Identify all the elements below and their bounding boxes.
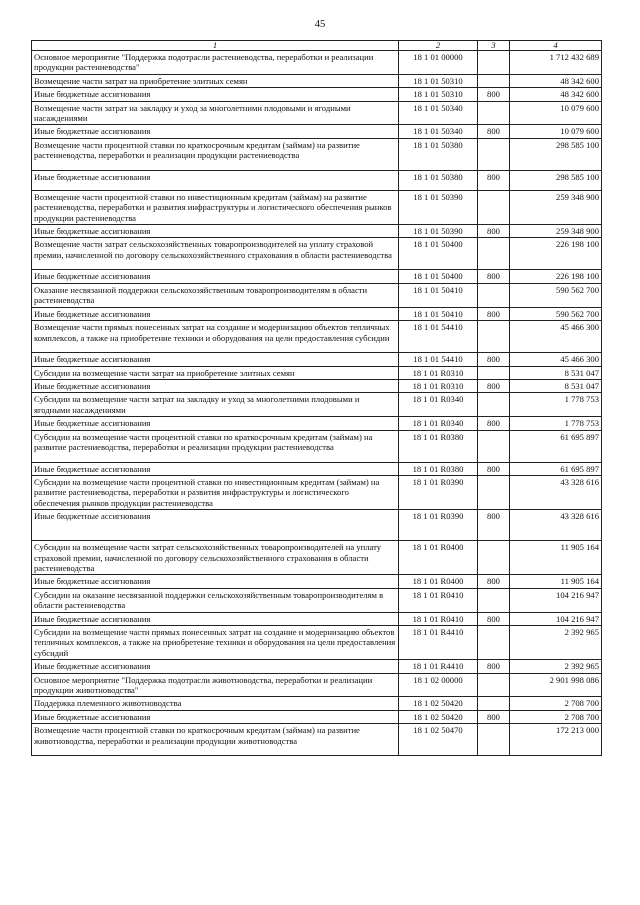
row-name-cell: Субсидии на возмещение части затрат сельскохозяйственных товаропроизводителей на уплату страховой премии, начисленной по договору сельскохозяйственного страхования в области растениеводства <box>32 541 399 575</box>
row-name-cell: Оказание несвязанной поддержки сельскохозяйственным товаропроизводителям в области растениеводства <box>32 283 399 307</box>
table-row <box>32 170 602 190</box>
row-name-cell: Иные бюджетные ассигнования <box>32 307 399 320</box>
table-row <box>32 541 602 575</box>
row-amount-cell: 2 392 965 <box>510 626 602 660</box>
table-row <box>32 125 602 138</box>
row-amount-cell: 61 695 897 <box>510 430 602 462</box>
table-row <box>32 417 602 430</box>
row-amount-cell: 8 531 047 <box>510 366 602 379</box>
row-type-cell: 800 <box>478 417 510 430</box>
row-amount-cell: 61 695 897 <box>510 462 602 475</box>
row-type-cell <box>478 283 510 307</box>
table-row <box>32 626 602 660</box>
table-row <box>32 612 602 625</box>
row-name-cell: Субсидии на возмещение части затрат на закладку и уход за многолетними плодовыми и ягодными насаждениями <box>32 393 399 417</box>
row-name-cell: Возмещение части процентной ставки по инвестиционным кредитам (займам) на развитие растениеводства, переработки и развития инфраструктуры и логистического обеспечения рынков продукции растениеводства <box>32 190 399 224</box>
row-name-cell: Субсидии на возмещение части затрат на приобретение элитных семян <box>32 366 399 379</box>
row-amount-cell: 2 708 700 <box>510 710 602 723</box>
row-code-cell: 18 1 01 50380 <box>399 170 478 190</box>
row-amount-cell: 1 778 753 <box>510 393 602 417</box>
row-amount-cell: 590 562 700 <box>510 307 602 320</box>
row-type-cell <box>478 430 510 462</box>
row-amount-cell: 48 342 600 <box>510 88 602 101</box>
row-name-cell: Субсидии на возмещение части прямых понесенных затрат на создание и модернизацию объектов тепличных комплексов, а также на приобретение техники и оборудования на цели предоставления субсидий <box>32 626 399 660</box>
row-amount-cell: 590 562 700 <box>510 283 602 307</box>
row-type-cell <box>478 190 510 224</box>
row-code-cell: 18 1 01 54410 <box>399 321 478 353</box>
row-type-cell: 800 <box>478 307 510 320</box>
row-name-cell: Возмещение части затрат на приобретение элитных семян <box>32 74 399 87</box>
row-code-cell: 18 1 01 50310 <box>399 74 478 87</box>
table-row <box>32 710 602 723</box>
row-amount-cell: 172 213 000 <box>510 724 602 756</box>
row-code-cell: 18 1 01 R0400 <box>399 541 478 575</box>
row-code-cell: 18 1 01 50400 <box>399 238 478 270</box>
row-code-cell: 18 1 01 R0400 <box>399 575 478 588</box>
table-row <box>32 724 602 756</box>
row-name-cell: Иные бюджетные ассигнования <box>32 225 399 238</box>
table-row <box>32 475 602 509</box>
row-type-cell: 800 <box>478 660 510 673</box>
row-name-cell: Иные бюджетные ассигнования <box>32 575 399 588</box>
row-code-cell: 18 1 01 R0390 <box>399 510 478 541</box>
row-amount-cell: 11 905 164 <box>510 575 602 588</box>
row-type-cell <box>478 724 510 756</box>
row-code-cell: 18 1 02 50420 <box>399 697 478 710</box>
row-amount-cell: 10 079 600 <box>510 101 602 125</box>
row-type-cell <box>478 697 510 710</box>
row-amount-cell: 226 198 100 <box>510 238 602 270</box>
row-amount-cell: 11 905 164 <box>510 541 602 575</box>
table-row <box>32 321 602 353</box>
row-code-cell: 18 1 02 00000 <box>399 673 478 697</box>
row-amount-cell: 298 585 100 <box>510 138 602 170</box>
row-amount-cell: 48 342 600 <box>510 74 602 87</box>
table-row <box>32 697 602 710</box>
row-type-cell: 800 <box>478 225 510 238</box>
table-row <box>32 138 602 170</box>
row-amount-cell: 259 348 900 <box>510 190 602 224</box>
table-row <box>32 379 602 392</box>
row-type-cell: 800 <box>478 575 510 588</box>
row-code-cell: 18 1 01 50310 <box>399 88 478 101</box>
row-type-cell <box>478 393 510 417</box>
row-amount-cell: 45 466 300 <box>510 321 602 353</box>
row-name-cell: Субсидии на оказание несвязанной поддержки сельскохозяйственным товаропроизводителям в области растениеводства <box>32 588 399 612</box>
row-type-cell: 800 <box>478 353 510 366</box>
row-amount-cell: 2 708 700 <box>510 697 602 710</box>
row-type-cell: 800 <box>478 710 510 723</box>
row-type-cell: 800 <box>478 125 510 138</box>
row-name-cell: Возмещение части прямых понесенных затрат на создание и модернизацию объектов тепличных комплексов, а также на приобретение техники и оборудования на цели предоставления субсидии <box>32 321 399 353</box>
table-row <box>32 462 602 475</box>
row-name-cell: Поддержка племенного животноводства <box>32 697 399 710</box>
row-type-cell: 800 <box>478 612 510 625</box>
row-type-cell <box>478 588 510 612</box>
row-name-cell: Иные бюджетные ассигнования <box>32 417 399 430</box>
row-name-cell: Возмещение части затрат сельскохозяйственных товаропроизводителей на уплату страховой премии, начисленной по договору сельскохозяйственного страхования в области растениеводства <box>32 238 399 270</box>
row-name-cell: Иные бюджетные ассигнования <box>32 612 399 625</box>
row-code-cell: 18 1 01 R0380 <box>399 430 478 462</box>
row-name-cell: Иные бюджетные ассигнования <box>32 660 399 673</box>
row-code-cell: 18 1 02 50470 <box>399 724 478 756</box>
row-amount-cell: 8 531 047 <box>510 379 602 392</box>
row-amount-cell: 45 466 300 <box>510 353 602 366</box>
row-type-cell <box>478 673 510 697</box>
row-type-cell: 800 <box>478 379 510 392</box>
row-code-cell: 18 1 01 R0380 <box>399 462 478 475</box>
table-row <box>32 393 602 417</box>
row-name-cell: Возмещение части процентной ставки по краткосрочным кредитам (займам) на развитие растениеводства, переработки и реализации продукции растениеводства <box>32 138 399 170</box>
row-type-cell <box>478 101 510 125</box>
row-code-cell: 18 1 02 50420 <box>399 710 478 723</box>
row-type-cell: 800 <box>478 462 510 475</box>
row-code-cell: 18 1 01 R0390 <box>399 475 478 509</box>
row-code-cell: 18 1 01 R0410 <box>399 612 478 625</box>
row-name-cell: Иные бюджетные ассигнования <box>32 125 399 138</box>
row-name-cell: Основное мероприятие "Поддержка подотрасли животноводства, переработки и реализации продукции животноводства" <box>32 673 399 697</box>
table-row <box>32 101 602 125</box>
row-amount-cell: 104 216 947 <box>510 612 602 625</box>
table-row <box>32 225 602 238</box>
row-amount-cell: 43 328 616 <box>510 510 602 541</box>
row-type-cell <box>478 321 510 353</box>
row-name-cell: Иные бюджетные ассигнования <box>32 710 399 723</box>
row-code-cell: 18 1 01 00000 <box>399 51 478 75</box>
row-code-cell: 18 1 01 50340 <box>399 101 478 125</box>
row-code-cell: 18 1 01 50390 <box>399 225 478 238</box>
row-name-cell: Возмещение части затрат на закладку и уход за многолетними плодовыми и ягодными насаждениями <box>32 101 399 125</box>
header-col-4: 4 <box>510 41 602 51</box>
row-code-cell: 18 1 01 50380 <box>399 138 478 170</box>
row-type-cell: 800 <box>478 270 510 283</box>
header-col-1: 1 <box>32 41 399 51</box>
row-amount-cell: 2 901 998 086 <box>510 673 602 697</box>
row-amount-cell: 10 079 600 <box>510 125 602 138</box>
row-code-cell: 18 1 01 50410 <box>399 307 478 320</box>
table-row <box>32 238 602 270</box>
row-name-cell: Иные бюджетные ассигнования <box>32 170 399 190</box>
table-row <box>32 660 602 673</box>
table-row <box>32 588 602 612</box>
row-amount-cell: 298 585 100 <box>510 170 602 190</box>
row-type-cell: 800 <box>478 510 510 541</box>
row-code-cell: 18 1 01 R0340 <box>399 417 478 430</box>
row-name-cell: Иные бюджетные ассигнования <box>32 88 399 101</box>
table-row <box>32 307 602 320</box>
row-name-cell: Иные бюджетные ассигнования <box>32 353 399 366</box>
row-code-cell: 18 1 01 50400 <box>399 270 478 283</box>
row-type-cell <box>478 74 510 87</box>
row-type-cell: 800 <box>478 170 510 190</box>
row-amount-cell: 1 778 753 <box>510 417 602 430</box>
row-amount-cell: 259 348 900 <box>510 225 602 238</box>
row-type-cell <box>478 138 510 170</box>
row-type-cell <box>478 238 510 270</box>
table-row <box>32 430 602 462</box>
row-code-cell: 18 1 01 R4410 <box>399 626 478 660</box>
table-row <box>32 366 602 379</box>
row-amount-cell: 104 216 947 <box>510 588 602 612</box>
table-row <box>32 74 602 87</box>
row-type-cell <box>478 626 510 660</box>
row-amount-cell: 2 392 965 <box>510 660 602 673</box>
row-code-cell: 18 1 01 R0340 <box>399 393 478 417</box>
table-row <box>32 575 602 588</box>
row-amount-cell: 226 198 100 <box>510 270 602 283</box>
table-row <box>32 270 602 283</box>
row-amount-cell: 43 328 616 <box>510 475 602 509</box>
row-code-cell: 18 1 01 54410 <box>399 353 478 366</box>
budget-table <box>31 40 602 756</box>
row-name-cell: Иные бюджетные ассигнования <box>32 379 399 392</box>
row-code-cell: 18 1 01 50410 <box>399 283 478 307</box>
table-row <box>32 88 602 101</box>
page-number: 45 <box>314 19 326 30</box>
row-code-cell: 18 1 01 50340 <box>399 125 478 138</box>
row-code-cell: 18 1 01 R4410 <box>399 660 478 673</box>
row-name-cell: Иные бюджетные ассигнования <box>32 270 399 283</box>
row-name-cell: Иные бюджетные ассигнования <box>32 510 399 541</box>
row-name-cell: Субсидии на возмещение части процентной ставки по краткосрочным кредитам (займам) на развитие растениеводства, переработки и реализации продукции растениеводства <box>32 430 399 462</box>
header-col-3: 3 <box>478 41 510 51</box>
table-row <box>32 353 602 366</box>
table-row <box>32 51 602 75</box>
row-type-cell <box>478 475 510 509</box>
row-name-cell: Иные бюджетные ассигнования <box>32 462 399 475</box>
row-name-cell: Возмещение части процентной ставки по краткосрочным кредитам (займам) на развитие животноводства, переработки и реализации продукции животноводства <box>32 724 399 756</box>
table-row <box>32 673 602 697</box>
header-col-2: 2 <box>399 41 478 51</box>
table-row <box>32 510 602 541</box>
row-name-cell: Основное мероприятие "Поддержка подотрасли растениеводства, переработки и реализации продукции растениеводства" <box>32 51 399 75</box>
row-type-cell <box>478 366 510 379</box>
row-type-cell <box>478 541 510 575</box>
row-code-cell: 18 1 01 R0410 <box>399 588 478 612</box>
table-row <box>32 190 602 224</box>
row-code-cell: 18 1 01 R0310 <box>399 379 478 392</box>
row-type-cell <box>478 51 510 75</box>
row-name-cell: Субсидии на возмещение части процентной ставки по инвестиционным кредитам (займам) на развитие растениеводства, переработки и развития инфраструктуры и логистического обеспечения рынков продукции растениеводства <box>32 475 399 509</box>
row-code-cell: 18 1 01 R0310 <box>399 366 478 379</box>
row-code-cell: 18 1 01 50390 <box>399 190 478 224</box>
table-row <box>32 283 602 307</box>
row-amount-cell: 1 712 432 689 <box>510 51 602 75</box>
row-type-cell: 800 <box>478 88 510 101</box>
table-header-row <box>32 41 602 51</box>
